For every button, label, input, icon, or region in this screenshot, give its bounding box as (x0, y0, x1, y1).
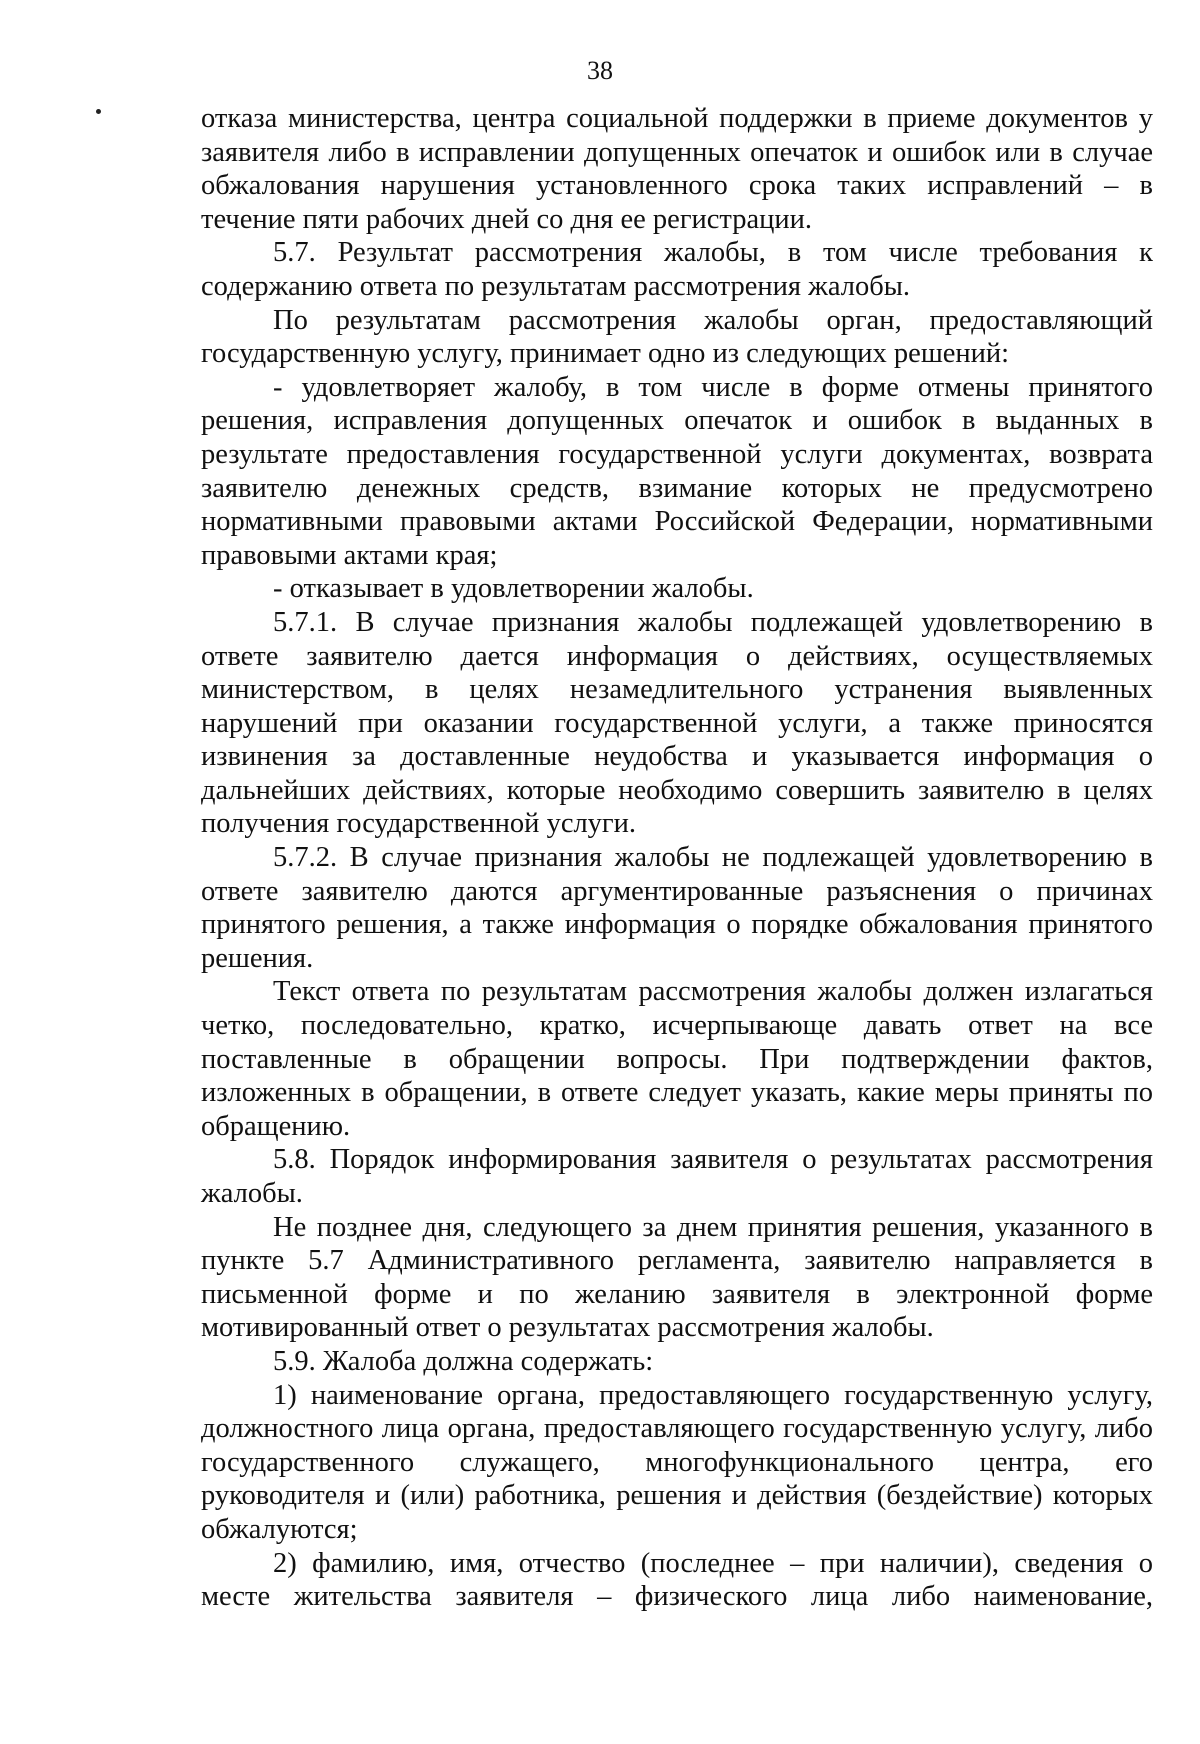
paragraph-continuation: отказа министерства, центра социальной поддержки в приеме документов у заявителя либо в исправлении допущенных опечаток и ошибок или в случае обжалования нарушения установленного срока таких исправлений – в течение пяти рабочих дней со дня ее регистрации. (201, 103, 1153, 235)
scan-artifact-dot (96, 109, 101, 114)
paragraph-section-5-9: 5.9. Жалоба должна содержать: (273, 1345, 654, 1377)
paragraph-decision-intro: По результатам рассмотрения жалобы орган, предоставляющий государственную услугу, принимает одно из следующих решений: (201, 304, 1153, 370)
page-number: 38 (587, 56, 613, 85)
paragraph-item-2: 2) фамилию, имя, отчество (последнее – при наличии), сведения о месте жительства заявителя – физического лица либо наименование, (201, 1547, 1153, 1613)
paragraph-section-5-7: 5.7. Результат рассмотрения жалобы, в том числе требования к содержанию ответа по результатам рассмотрения жалобы. (201, 237, 1153, 302)
paragraph-response-deadline: Не позднее дня, следующего за днем принятия решения, указанного в пункте 5.7 Административного регламента, заявителю направляется в письменной форме и по желанию заявителя в электронной форме мотивированный ответ о результатах рассмотрения жалобы. (201, 1211, 1153, 1344)
paragraph-satisfy-complaint: - удовлетворяет жалобу, в том числе в форме отмены принятого решения, исправления допущенных опечаток и ошибок в выданных в результате предоставления государственной услуги документах, возврата заявителю денежных средств, взимание которых не предусмотрено нормативными правовыми актами Российской Федерации, нормативными правовыми актами края; (201, 371, 1153, 571)
paragraph-section-5-7-2: 5.7.2. В случае признания жалобы не подлежащей удовлетворению в ответе заявителю даются аргументированные разъяснения о причинах принятого решения, а также информация о порядке обжалования принятого решения. (201, 842, 1153, 974)
paragraph-refuse-complaint: - отказывает в удовлетворении жалобы. (273, 573, 754, 605)
paragraph-response-text: Текст ответа по результатам рассмотрения жалобы должен излагаться четко, последовательно, кратко, исчерпывающе давать ответ на все поставленные в обращении вопросы. При подтверждении фактов, изложенных в обращении, в ответе следует указать, какие меры приняты по обращению. (201, 976, 1153, 1142)
paragraph-item-1: 1) наименование органа, предоставляющего государственную услугу, должностного лица органа, предоставляющего государственную услугу, либо государственного служащего, многофункционального центра, его руководителя и (или) работника, решения и действия (бездействие) которых обжалуются; (201, 1379, 1153, 1545)
document-body (201, 102, 1153, 1614)
paragraph-section-5-8: 5.8. Порядок информирования заявителя о результатах рассмотрения жалобы. (201, 1144, 1153, 1209)
paragraph-section-5-7-1: 5.7.1. В случае признания жалобы подлежащей удовлетворению в ответе заявителю дается информация о действиях, осуществляемых министерством, в целях незамедлительного устранения выявленных нарушений при оказании государственной услуги, а также приносятся извинения за доставленные неудобства и указывается информация о дальнейших действиях, которые необходимо совершить заявителю в целях получения государственной услуги. (201, 606, 1153, 840)
